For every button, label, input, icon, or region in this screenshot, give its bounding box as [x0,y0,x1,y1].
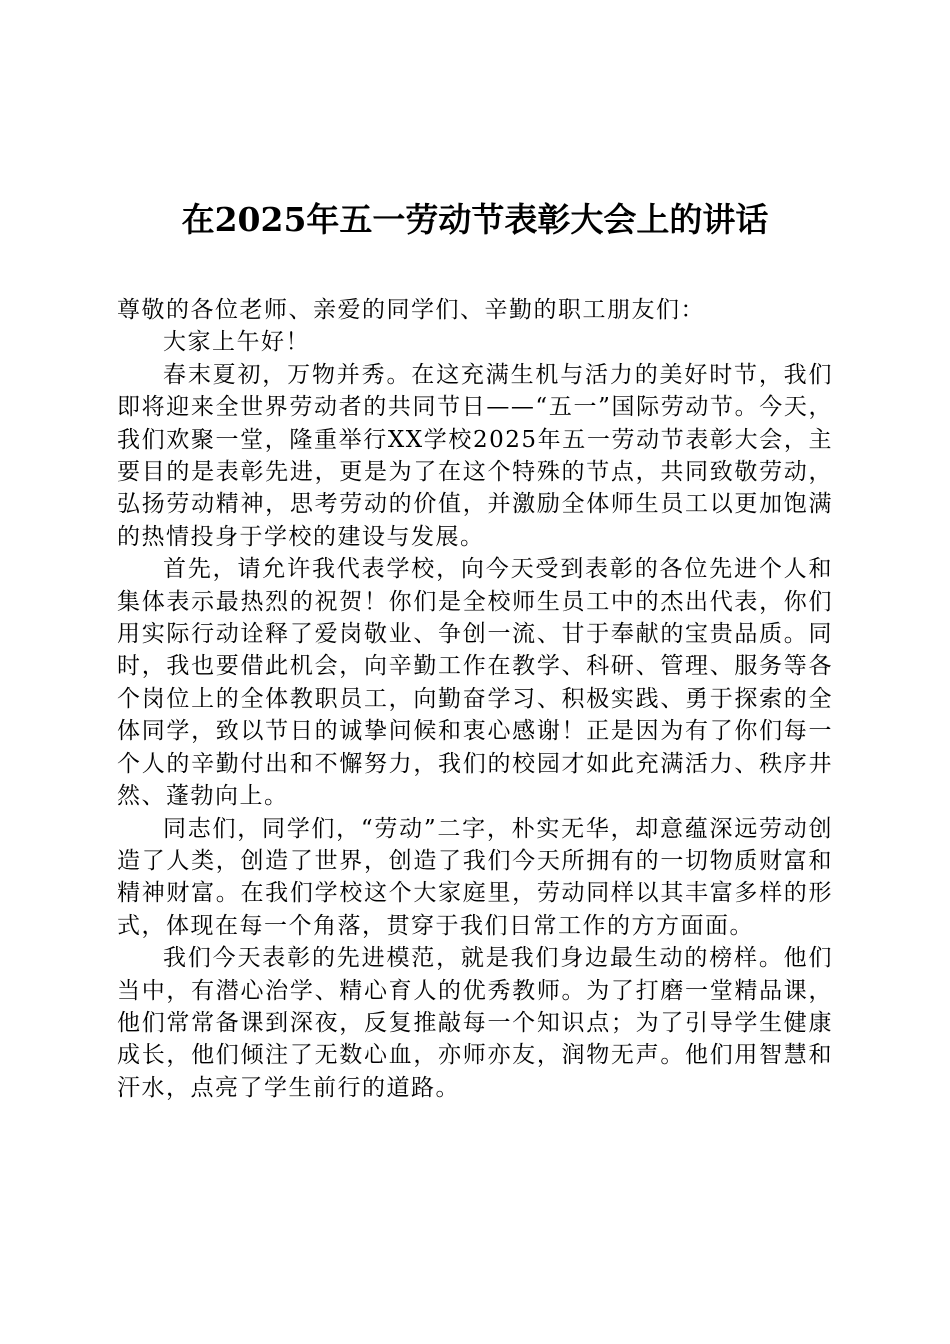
body-paragraph: 春末夏初，万物并秀。在这充满生机与活力的美好时节，我们即将迎来全世界劳动者的共同节日——“五一”国际劳动节。今天，我们欢聚一堂，隆重举行XX学校2025年五一劳动节表彰大会，主要目的是表彰先进，更是为了在这个特殊的节点，共同致敬劳动，弘扬劳动精神，思考劳动的价值，并激励全体师生员工以更加饱满的热情投身于学校的建设与发展。 [117,361,833,550]
body-paragraph: 首先，请允许我代表学校，向今天受到表彰的各位先进个人和集体表示最热烈的祝贺！你们是全校师生员工中的杰出代表，你们用实际行动诠释了爱岗敬业、争创一流、甘于奉献的宝贵品质。同时，我也要借此机会，向辛勤工作在教学、科研、管理、服务等各个岗位上的全体教职员工，向勤奋学习、积极实践、勇于探索的全体同学，致以节日的诚挚问候和衷心感谢！正是因为有了你们每一个人的辛勤付出和不懈努力，我们的校园才如此充满活力、秩序井然、蓬勃向上。 [117,556,833,810]
body-paragraph: 同志们，同学们，“劳动”二字，朴实无华，却意蕴深远劳动创造了人类，创造了世界，创造了我们今天所拥有的一切物质财富和精神财富。在我们学校这个大家庭里，劳动同样以其丰富多样的形式，体现在每一个角落，贯穿于我们日常工作的方方面面。 [117,815,833,939]
document-body [117,294,833,1104]
greeting-paragraph: 大家上午好！ [163,329,310,356]
document-title: 在2025年五一劳动节表彰大会上的讲话 [181,200,769,239]
salutation: 尊敬的各位老师、亲爱的同学们、辛勤的职工朋友们： [117,297,705,323]
body-paragraph: 我们今天表彰的先进模范，就是我们身边最生动的榜样。他们当中，有潜心治学、精心育人的优秀教师。为了打磨一堂精品课，他们常常备课到深夜，反复推敲每一个知识点；为了引导学生健康成长，他们倾注了无数心血，亦师亦友，润物无声。他们用智慧和汗水，点亮了学生前行的道路。 [117,945,833,1101]
